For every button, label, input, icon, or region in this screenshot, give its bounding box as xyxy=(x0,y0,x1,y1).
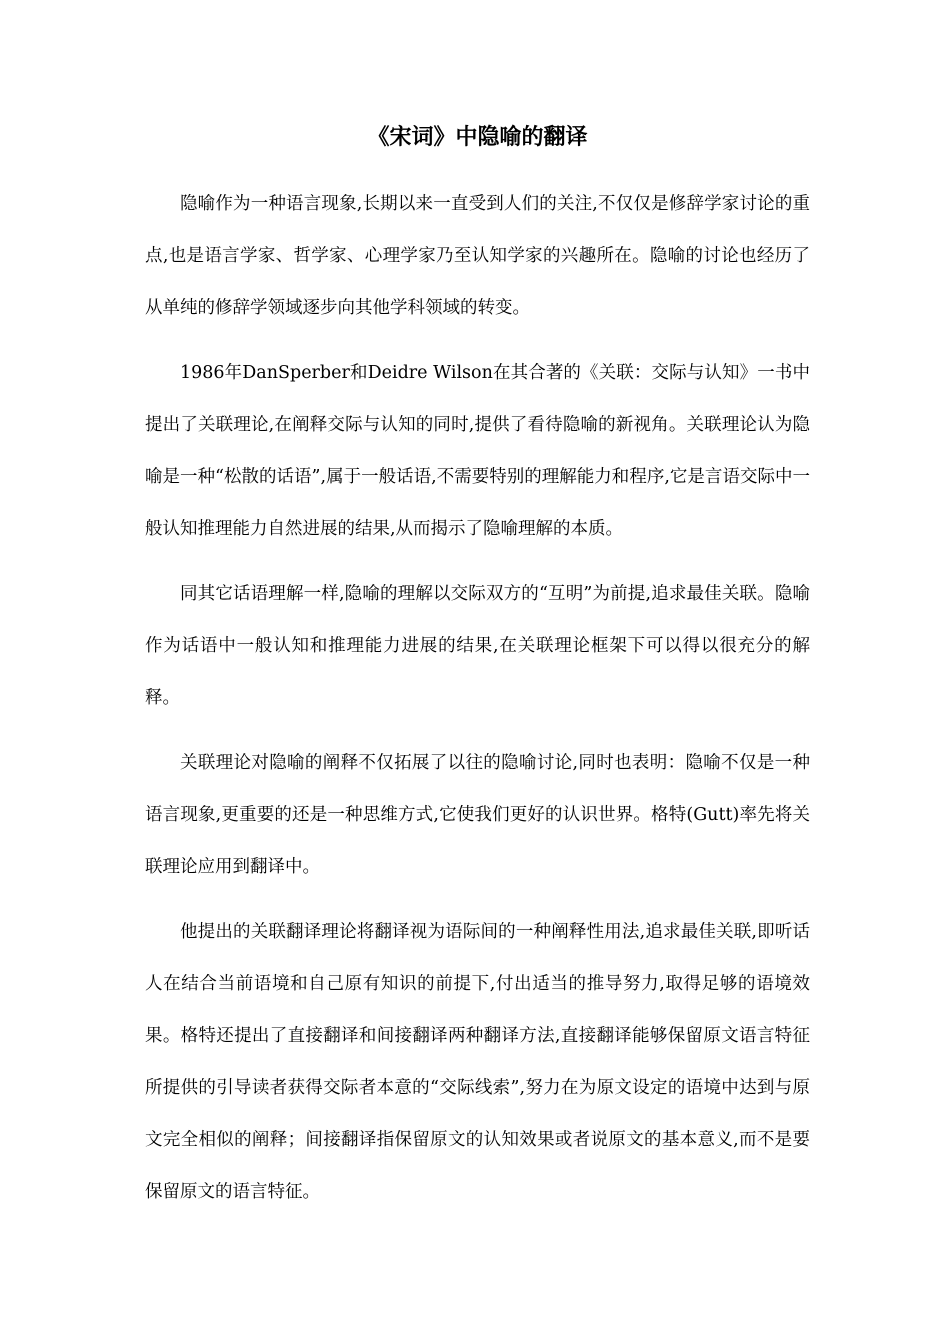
paragraph-4: 关联理论对隐喻的阐释不仅拓展了以往的隐喻讨论,同时也表明：隐喻不仅是一种语言现象,更重要的还是一种思维方式,它使我们更好的认识世界。格特(Gutt)率先将关联理论应用到翻译中。 xyxy=(145,753,810,877)
paragraph-5: 他提出的关联翻译理论将翻译视为语际间的一种阐释性用法,追求最佳关联,即听话人在结合当前语境和自己原有知识的前提下,付出适当的推导努力,取得足够的语境效果。格特还提出了直接翻译和间接翻译两种翻译方法,直接翻译能够保留原文语言特征所提供的引导读者获得交际者本意的“交际线索”,努力在为原文设定的语境中达到与原文完全相似的阐释；间接翻译指保留原文的认知效果或者说原文的基本意义,而不是要保留原文的语言特征。 xyxy=(145,922,810,1202)
document-body xyxy=(145,178,810,1231)
paragraph-3: 同其它话语理解一样,隐喻的理解以交际双方的“互明”为前提,追求最佳关联。隐喻作为话语中一般认知和推理能力进展的结果,在关联理论框架下可以得以很充分的解释。 xyxy=(145,584,810,708)
document-title: 《宋词》中隐喻的翻译 xyxy=(367,125,588,150)
paragraph-2: 1986年DanSperber和Deidre Wilson在其合著的《关联：交际与认知》一书中提出了关联理论,在阐释交际与认知的同时,提供了看待隐喻的新视角。关联理论认为隐喻是一种“松散的话语”,属于一般话语,不需要特别的理解能力和程序,它是言语交际中一般认知推理能力自然进展的结果,从而揭示了隐喻理解的本质。 xyxy=(145,363,810,539)
paragraph-1: 隐喻作为一种语言现象,长期以来一直受到人们的关注,不仅仅是修辞学家讨论的重点,也是语言学家、哲学家、心理学家乃至认知学家的兴趣所在。隐喻的讨论也经历了从单纯的修辞学领域逐步向其他学科领域的转变。 xyxy=(145,194,810,318)
